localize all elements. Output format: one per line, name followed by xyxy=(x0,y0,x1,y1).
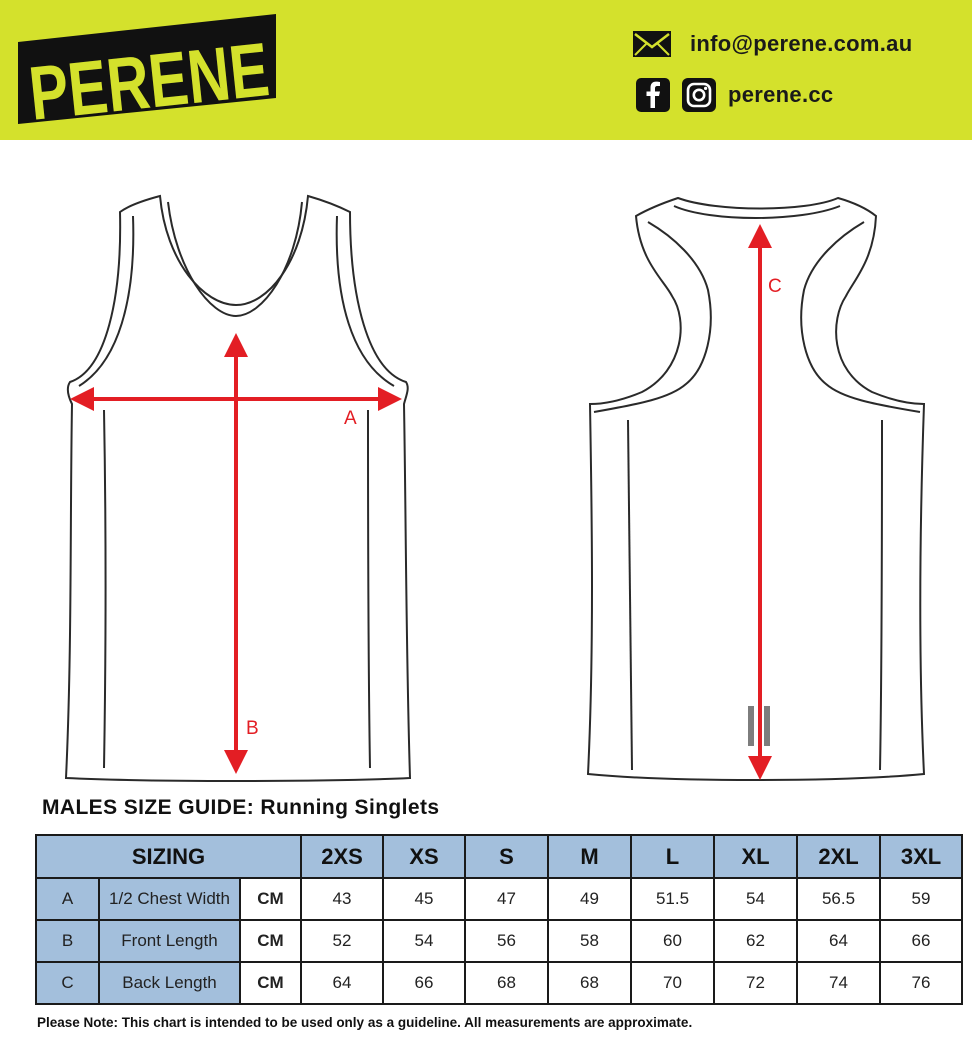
size-col-header: XS xyxy=(383,835,465,878)
row-name: 1/2 Chest Width xyxy=(99,878,240,920)
row-name: Back Length xyxy=(99,962,240,1004)
label-c: C xyxy=(768,276,782,297)
perene-logo xyxy=(14,12,346,137)
table-row xyxy=(36,920,962,962)
instagram-icon[interactable] xyxy=(682,78,716,112)
facebook-icon[interactable] xyxy=(636,78,670,112)
table-cell: 54 xyxy=(383,920,465,962)
table-cell: 49 xyxy=(548,878,631,920)
table-row xyxy=(36,962,962,1004)
row-unit: CM xyxy=(240,920,301,962)
size-guide-table xyxy=(35,834,963,1005)
label-b: B xyxy=(246,718,259,739)
table-cell: 76 xyxy=(880,962,962,1004)
table-cell: 47 xyxy=(465,878,548,920)
size-header-row xyxy=(36,835,962,878)
row-key: B xyxy=(36,920,99,962)
size-col-header: L xyxy=(631,835,714,878)
size-col-header: 2XL xyxy=(797,835,880,878)
table-cell: 59 xyxy=(880,878,962,920)
singlet-diagrams xyxy=(0,140,972,790)
size-col-header: 3XL xyxy=(880,835,962,878)
table-cell: 70 xyxy=(631,962,714,1004)
table-cell: 68 xyxy=(548,962,631,1004)
mail-icon xyxy=(632,30,672,58)
size-col-header: M xyxy=(548,835,631,878)
size-guide-title: MALES SIZE GUIDE: Running Singlets xyxy=(42,796,440,819)
table-cell: 72 xyxy=(714,962,797,1004)
row-name: Front Length xyxy=(99,920,240,962)
website-link[interactable]: perene.cc xyxy=(728,82,834,107)
size-col-header: 2XS xyxy=(301,835,383,878)
size-col-header: S xyxy=(465,835,548,878)
logo-text: PERENE xyxy=(25,19,346,137)
guideline-note: Please Note: This chart is intended to be used only as a guideline. All measurements are approximate. xyxy=(37,1015,693,1030)
row-key: C xyxy=(36,962,99,1004)
table-cell: 62 xyxy=(714,920,797,962)
label-a: A xyxy=(344,408,357,429)
social-row xyxy=(636,78,833,112)
table-cell: 56.5 xyxy=(797,878,880,920)
email-link[interactable]: info@perene.com.au xyxy=(690,31,913,56)
email-row[interactable] xyxy=(632,30,912,58)
table-cell: 54 xyxy=(714,878,797,920)
table-cell: 64 xyxy=(797,920,880,962)
table-cell: 52 xyxy=(301,920,383,962)
row-unit: CM xyxy=(240,878,301,920)
table-cell: 68 xyxy=(465,962,548,1004)
brand-header xyxy=(0,0,972,140)
table-cell: 66 xyxy=(383,962,465,1004)
back-singlet-drawing xyxy=(588,198,924,780)
table-cell: 43 xyxy=(301,878,383,920)
table-cell: 45 xyxy=(383,878,465,920)
table-cell: 51.5 xyxy=(631,878,714,920)
table-cell: 58 xyxy=(548,920,631,962)
table-cell: 56 xyxy=(465,920,548,962)
table-cell: 64 xyxy=(301,962,383,1004)
table-cell: 66 xyxy=(880,920,962,962)
table-row xyxy=(36,878,962,920)
sizing-header: SIZING xyxy=(36,835,301,878)
table-cell: 60 xyxy=(631,920,714,962)
size-col-header: XL xyxy=(714,835,797,878)
table-cell: 74 xyxy=(797,962,880,1004)
row-unit: CM xyxy=(240,962,301,1004)
row-key: A xyxy=(36,878,99,920)
